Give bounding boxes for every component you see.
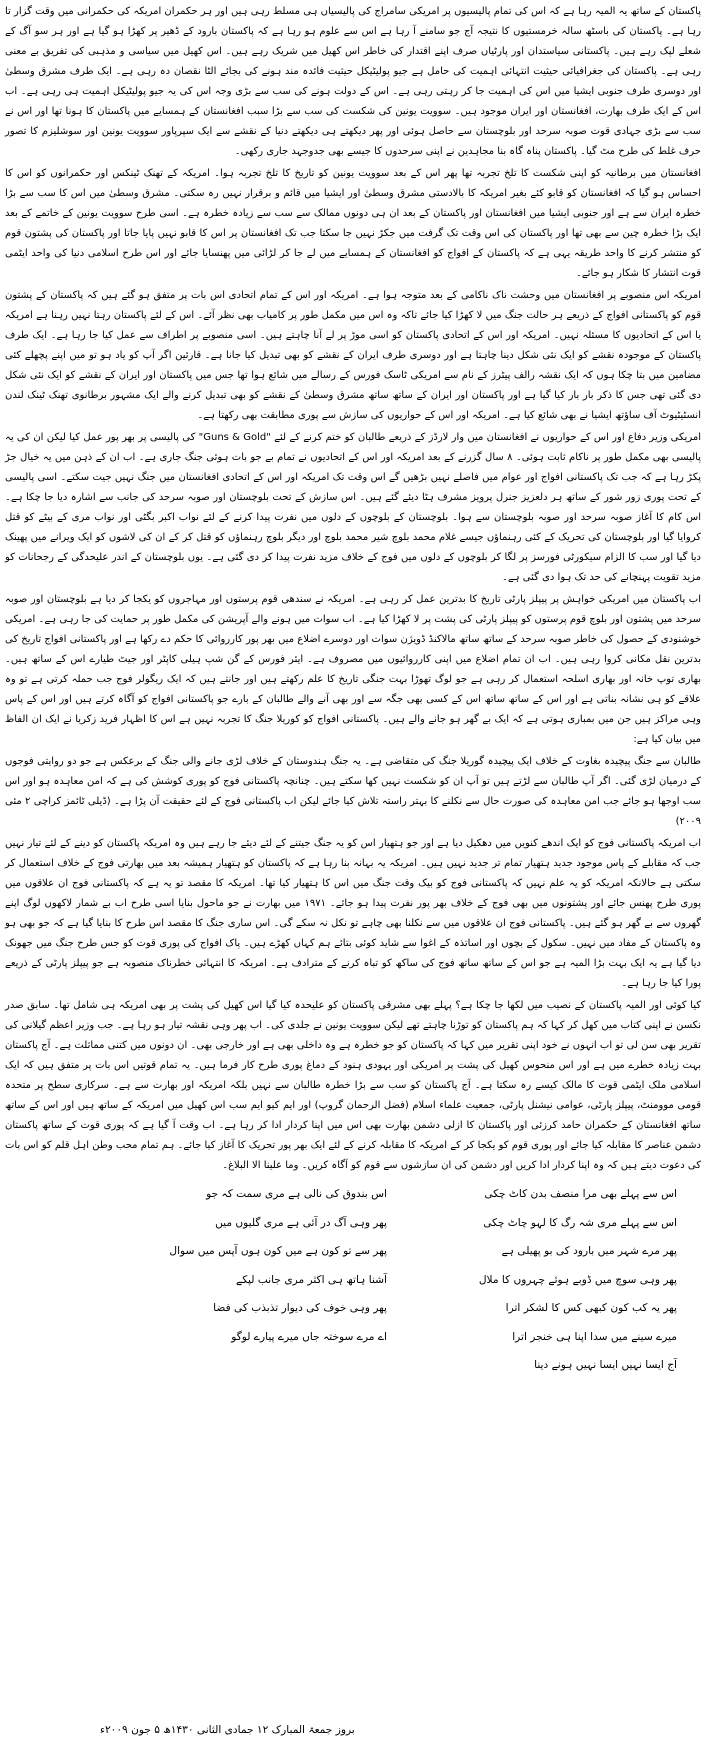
poem-couplet [37,1180,677,1209]
poem-line-right: پھر یہ کب کون کبھی کس کا لشکر اترا [505,1302,677,1314]
poem-line-right: پھر وہی سوچ میں ڈوبے ہوئے چہروں کا ملال [478,1273,677,1286]
article-paragraph-1: پاکستان کے ساتھ یہ المیہ رہا ہے کہ اس کی تمام پالیسیوں پر امریکی سامراج کی پالیسیاں ہی مسلط رہی ہیں اور ہر حکمران امریکہ کی حکمرانی میں وقت گزار تا رہا ہے۔ پاکستان کی باسٹھ سالہ خرمستیوں کا نتیجہ آج جو سامنے آ رہا ہے اس سے علوم ہو رہا ہے کہ پاکستان بارود کے ڈھیر پر کھڑا ہو گیا ہے اور ہر سو آگ کے شعلے لپک رہے ہیں۔ پاکستانی سیاستدان اور پارٹیاں صرف اپنے اقتدار کی خاطر اس کھیل میں شریک رہے ہیں۔ اس کھیل میں سیاسی و مذہبی کی تفریق بے معنی رہی ہے۔ پاکستان کی جغرافیائی حیثیت انتہائی اہمیت کی حامل ہے جیو پولیٹیکل حیثیت فائدہ مند ہونے کی بجائے الٹا نقصان دہ رہی ہے۔ ایک طرف مشرق وسطیٰ اور دوسری طرف جنوبی ایشیا میں اس کی اہمیت جا کر رہتی رہی ہے۔ اس کے دولت ہونے کی سب سے بڑی وجہ اس کی یہ جیو پولیٹیکل اہمیت ہی رہی ہے۔ اب اس کے ایک طرف بھارت، افغانستان اور ایران موجود ہیں۔ سوویت یونین کی شکست کی سب سے بڑا سبب افغانستان کے ہمسایے میں پاکستان کا ہونا تھا اور اس نے سب سے بڑی جہادی قوت صوبہ سرحد اور بلوچستان سے حاصل ہوئی اور پھر دیکھتے ہی دیکھتے دنیا کے نقشے سے ایک سپرپاور سوویت یونین اور سوشلیزم کا تصور حرف غلط کی طرح مٹ گیا۔ پاکستان پناہ گاہ بنا مجاہدین نے اپنی سرحدوں کا جیسے بھی جدوجہد جاری رکھی۔ [5,6,701,157]
article-paragraph-2: افغانستان میں برطانیہ کو اپنی شکست کا تلخ تجربہ تھا پھر اس کے بعد سوویت یونین کو تاریخ کا تلخ تجربہ ہوا۔ امریکہ کے تھنک ٹینکس اور حکمرانوں کو اس کا احساس ہو گیا کہ افغانستان کو قابو کئے بغیر امریکہ کا بالادستی مشرق وسطیٰ اور ایشیا میں قائم و برقرار نہیں رہ سکتی۔ مشرق وسطیٰ میں اس کا سب سے بڑا خطرہ ایران سے ہے اور جنوبی ایشیا میں افغانستان اور پاکستان کے بعد ان ہی دونوں ممالک سے سب سے زیادہ خطرہ ہے۔ اسی طرح سوویت یونین کے خاتمے کے بعد ایک بڑا خطرہ چین سے بھی تھا اور پاکستان کی اس وقت تک گرفت میں جکڑ نہیں جا سکتا جب تک افغانستان پر اس کا قابو نہیں پایا جاتا اور پاکستان کی پشتون قوم کو منتشر کرنے کا واحد طریقہ یہی ہے کہ پاکستان کے افواج کو افغانستان کے ہمسایے میں لے جا کر لڑائی میں پھنسایا جائے اور اس طرح اسلامی دنیا کی واحد ایٹمی قوت انتشار کا شکار ہو جائے۔ [5,168,701,279]
poem-line-left: پھر سے تو کون ہے میں کون ہوں آپس میں سوال [169,1245,387,1257]
poem-line-left: پھر وہی آگ در آئی ہے مری گلیوں میں [215,1216,387,1229]
poem-couplet [37,1266,677,1295]
poem-line-right: اس سے پہلے بھی مرا منصف بدن کاٹ چکی [484,1188,677,1200]
poem-line-right: پھر مرے شہر میں بارود کی بو پھیلی ہے [501,1245,677,1257]
dateline: بروز جمعۃ المبارک ۱۲ جمادی الثانی ۱۴۳۰ھ ۵ جون ۲۰۰۹ء [100,1724,355,1736]
poem-line-left: آشنا ہاتھ ہی اکثر مری جانب لپکے [235,1273,387,1286]
poem-couplet [37,1209,677,1238]
poem-line-right: میرے سینے میں سدا اپنا ہی خنجر اترا [512,1330,677,1343]
article-paragraph-8: کیا کوئی اور المیہ پاکستان کے نصیب میں لکھا جا چکا ہے؟ پہلے بھی مشرقی پاکستان کو علیحدہ کیا گیا اس کھیل کی پشت پر بھی امریکہ ہی شامل تھا۔ سابق صدر نکسن نے اپنی کتاب میں کھل کر کہا کہ ہم پاکستان کو توڑنا چاہتے تھے لیکن سوویت یونین نے جلدی کی۔ اب پھر وہی نقشہ تیار ہو رہا ہے۔ جب وزیر اعظم گیلانی کی تقریر بھی سن لی تو اب انہوں نے خود اپنی تقریر میں کہا کہ پاکستان کو جو خطرہ ہے وہ داخلی بھی ہے اور خارجی بھی۔ ان دونوں میں کتنی مماثلت ہے۔ آج پاکستان بہت زیادہ خطرے میں ہے اور اس منحوس کھیل کی پشت پر امریکی اور یہودی ہنود کے دماغ پوری طرح کار فرما ہیں۔ یہ تمام قوتیں اس بات پر متفق ہیں کہ ایک اسلامی ملک ایٹمی قوت کا مالک کیسے رہ سکتا ہے۔ آج پاکستان کو سب سے بڑا خطرہ طالبان سے نہیں بلکہ امریکہ اور بھارت سے ہے۔ سرکاری سطح پر متحدہ قومی موومنٹ، پیپلز پارٹی، عوامی نیشنل پارٹی، جمعیت علماء اسلام (فضل الرحمان گروپ) اور ایم کیو ایم سب اس کھیل میں امریکہ کے ساتھ ہیں اور اس کے ساتھ ساتھ افغانستان کے حکمران حامد کرزئی اور پاکستان کا ازلی دشمن بھارت بھی اس میں اپنا کردار ادا کر رہا ہے۔ اب وقت آ گیا ہے کہ پوری قوت کے ساتھ پاکستان دشمن عناصر کا مقابلہ کیا جائے اور پوری قوم کو یکجا کر کے امریکہ کا مقابلہ کرنے کے لئے ایک بھر پور تحریک کا آغاز کیا جائے۔ ہم تمام محب وطن اہل قلم کو اس بات کی دعوت دیتے ہیں کہ وہ اپنا کردار ادا کریں اور دشمن کی ان سازشوں سے قوم کو آگاہ کریں۔ وما علینا الا البلاغ۔ [5,1000,701,1171]
article-paragraph-3: امریکہ اس منصوبے پر افغانستان میں وحشت ناک ناکامی کے بعد متوجہ ہوا ہے۔ امریکہ اور اس کے تمام اتحادی اس بات پر متفق ہو گئے ہیں کہ پاکستان کے پشتون قوم کو پاکستانی افواج کے ذریعے ہر حالت جنگ میں لا کھڑا کیا جائے تاکہ وہ اس میں مکمل طور پر کامیاب بھی نظر آئے۔ اس کے لئے پاکستان رہتا نہیں رہنا ہے امریکہ یا اس کے اتحادیوں کا مسئلہ نہیں۔ امریکہ اور اس کے اتحادی پاکستان کو اسی موڑ پر لے آنا چاہتے ہیں۔ اسی منصوبے پر اطراف سے عمل کیا جا رہا ہے۔ ایک طرف پاکستان کے موجودہ نقشے کو ایک نئی شکل دینا چاہتا ہے اور دوسری طرف ایران کے نقشے کو بھی تبدیل کیا جانا ہے۔ قارئین اگر آپ کو یاد ہو تو میں اپنے پچھلے کئی مضامین میں بتا چکا ہوں کہ ایک نقشہ رالف پیٹرز کے نام سے امریکی ٹاسک فورس کے رسالے میں شائع ہوا تھا جس میں پاکستان اور ایران کے نقشے کو ایک نئی شکل دی گئی تھی جس کا ذکر بار بار کیا گیا ہے اور پاکستان اور ایران کے ساتھ ساتھ مشرق وسطیٰ کے نقشے کو بھی تبدیل کرنے والے ایک مشہور برطانوی تھنک ٹینک لندن انسٹیٹیوٹ آف ساؤتھ ایشیا نے بھی شائع کیا ہے۔ امریکہ اور اس کے حواریوں کی سازش سے پوری مطابقت بھی رکھتا ہے۔ [5,290,701,421]
poem-line-right: آج ایسا نہیں ایسا نہیں ہونے دینا [534,1359,677,1371]
article-paragraph-7: اب امریکہ پاکستانی فوج کو ایک اندھے کنویں میں دھکیل دیا ہے اور جو ہتھیار اس کو یہ جنگ جیتنے کے لئے دیئے جا رہے ہیں وہ امریکہ پاکستان کو دینے کے لئے تیار نہیں جب کہ مقابلے کے پاس موجود جدید ہتھیار تمام تر جدید نہیں ہیں۔ امریکہ یہ بہانہ بنا رہا ہے کہ پاکستان کو ہتھیار ہمیشہ بعد میں بھارتی فوج کے خلاف استعمال کر سکتی ہے حالانکہ امریکہ کو یہ علم نہیں کہ پاکستانی فوج کو بیک وقت جنگ میں اس کا ہتھیار کیا تھا۔ امریکہ کا مقصد تو یہ ہے کہ پاکستانی فوج ان علاقوں میں پوری طرح پھنس جائے اور پشتونوں میں بھی فوج کے خلاف بھر پور نفرت پیدا ہو جائے۔ ۱۹۷۱ میں بھارت نے جو ماحول بنایا اسی طرح اب بے شمار لاکھوں لوگ اپنے گھروں سے بے گھر ہو گئے ہیں۔ پاکستانی فوج ان علاقوں میں سے نکلنا بھی چاہے تو نکل نہ سکے گی۔ اس ساری جنگ کا مقصد اس طرح کا بنایا گیا ہے کہ جو بھی ہو وہ پاکستان کے مفاد میں نہیں۔ سکول کے بچوں اور اساتذہ کے اغوا سے شاید کوئی بتائے ہم کہاں کھڑے ہیں۔ پاک افواج کی پوری قوت کو جس طرح جنگ میں جھونک دیا گیا ہے یہ ایک بہت بڑا المیہ ہے جو اس کے ساتھ ساتھ فوج کی ساکھ کو تباہ کرنے کے مترادف ہے۔ امریکہ کا انتہائی خطرناک منصوبہ ہے جو پیپلز پارٹی کے ذریعے پورا کیا جا رہا ہے۔ [5,838,701,989]
poem-line-left: پھر وہی خوف کی دیوار تذبذب کی فضا [213,1302,387,1314]
poem-couplet [37,1351,677,1380]
article-quote-paragraph: طالبان سے جنگ پیچیدہ بغاوت کے خلاف ایک پیچیدہ گوریلا جنگ کی متقاضی ہے۔ یہ جنگ ہندوستان کے خلاف لڑی جانے والی جنگ کے برعکس ہے جو دو روایتی فوجوں کے درمیان لڑی گئی۔ اگر آپ طالبان سے لڑتے ہیں تو آپ ان کو شکست نہیں کھا سکتے ہیں۔ چنانچہ پاکستانی فوج کو پوری کوشش کی ہے کہ امن معاہدہ ہو اور اس سب اوجھا ہو جائے جب امن معاہدہ کی صورت حال سے نکلنے کا بہتر راستہ تلاش کیا جائے لیکن اب پاکستانی فوج کے لئے حقیقت آن پڑا ہے۔ (ڈیلی ٹائمز کراچی ۲ مئی ۲۰۰۹) [5,756,702,827]
article-paragraph-4: امریکی وزیر دفاع اور اس کے حواریوں نے افغانستان میں وار لارڈز کے ذریعے طالبان کو ختم کرنے کے لئے "Guns & Gold" کی پالیسی پر بھر پور عمل کیا لیکن ان کی یہ پالیسی بھی مکمل طور پر ناکام ثابت ہوئی۔ ۸ سال گزرنے کے بعد امریکہ اور اس کے اتحادیوں نے تمام بے جو بات ہوئی جنگ جاری ہے۔ اب ان کے ذہن میں یہ خیال جڑ پکڑ رہا ہے کہ جب تک پاکستانی افواج اور عوام میں فاصلے نہیں بڑھیں گے اس وقت تک امریکہ اور اس کے اتحادی افغانستان میں جنگ نہیں جیت سکتے۔ اسی پالیسی کے تحت پوری زور شور کے ساتھ ہر دلعزیز جنرل پرویز مشرف ہٹا دیئے گئے ہیں۔ اس سازش کے تحت بلوچستان اور صوبہ سرحد کی جانب سے اشارہ دیا جا چکا ہے۔ اس کام کا آغاز صوبہ سرحد اور صوبہ بلوچستان سے ہوا۔ بلوچستان کے بلوچوں کے دلوں میں نفرت پیدا کرنے کے لئے نواب اکبر بگٹی اور نواب مری کے بیٹے کو قتل کروایا گیا اور بلوچستان کی تحریک کے کئی رہنماؤں جیسے غلام محمد بلوچ شیر محمد بلوچ اور دیگر بلوچ رہنماؤں کو قتل کر کے ان کی لاشوں کو ایک ویرانے میں پھینک دیا گیا اور سب کا الزام سیکورٹی فورسز پر لگا کر بلوچوں کے دلوں میں فوج کے خلاف مزید نفرت پیدا کر دی گئی ہے۔ یوں بلوچستان کے اندر علیحدگی کے رجحانات کو مزید تقویت پہنچانے کی حد تک ہوا دی گئی ہے۔ [5,432,702,583]
poem-block [37,1180,677,1380]
poem-couplet [37,1237,677,1266]
poem-couplet [37,1294,677,1323]
poem-line-left: اس بندوق کی نالی ہے مری سمت کہ جو [206,1188,387,1200]
poem-line-left: اے مرے سوختہ جاں میرے پیارے لوگو [231,1330,387,1343]
poem-couplet [37,1323,677,1352]
poem-line-right: اس سے پہلے مری شہ رگ کا لہو چاٹ چکی [483,1216,677,1229]
article-paragraph-5: اب پاکستان میں امریکی خواہش پر پیپلز پارٹی تاریخ کا بدترین عمل کر رہی ہے۔ امریکہ نے سندھی قوم پرستوں اور مہاجروں کو یکجا کر دیا ہے بلوچستان اور صوبہ سرحد میں پشتون اور بلوچ قوم پرستوں کو پیپلز پارٹی کی پشت پر لا کھڑا کیا ہے۔ اب سوات میں ہونے والے آپریشن کی مکمل طور پر حمایت کی جا رہی ہے۔ امریکی خوشنودی کے حصول کی خاطر صوبہ سرحد کے ساتھ ساتھ مالاکنڈ ڈویژن سوات اور دوسرے اضلاع میں بھر پور کارروائی کا حکم دے رکھا ہے اور پاکستانی افواج تاریخ کی بدترین نقل مکانی کروا رہی ہیں۔ اب ان تمام اضلاع میں اپنی کارروائیوں میں مصروف ہے۔ ایئر فورس کے گن شپ ہیلی کاپٹر اور جیٹ طیارے اس کے ساتھ ہیں۔ بھاری توپ خانہ اور بھاری اسلحہ استعمال کر رہی ہے جو لوگ تھوڑا بہت جنگی تاریخ کا علم رکھتے ہیں اور جانتے ہیں کہ ایک ریگولر فوج جب حملہ کرتی ہے تو وہ علاقے کو ہی نشانہ بناتی ہے اور اس کے ساتھ ساتھ اس کے کسی بھی جگہ سے اور بھی آنے والے طالبان کے بارے جو پاکستانی افواج کو آگاہ کرتے ہیں اور اس کے پاس وہی مراکز ہیں جن میں بمباری ہوتی ہے کہ ایک بے گھر ہو جانے والے ہیں۔ پاکستانی افواج کو کوریلا جنگ کا تجربہ نہیں ہے اس کا اظہار فرید زکریا نے ایک ان الفاظ میں بیان کیا ہے: [5,594,701,745]
